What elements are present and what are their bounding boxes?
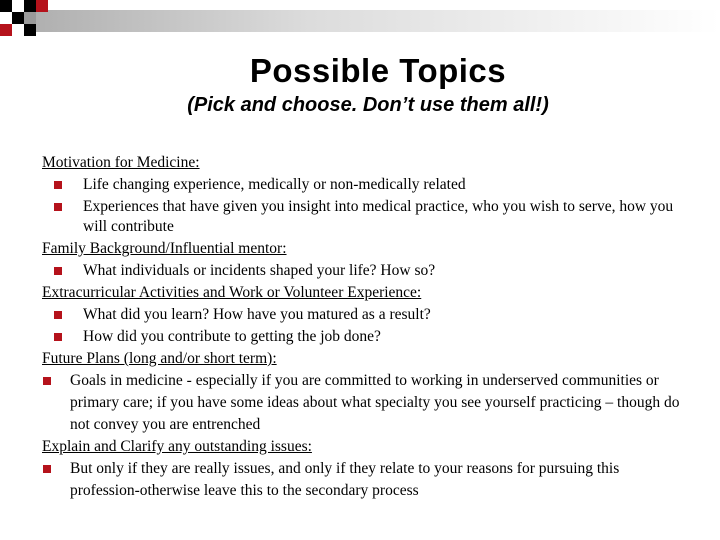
checker-square <box>12 12 24 24</box>
bullet-square-icon <box>54 311 62 319</box>
list-item-text: But only if they are really issues, and only if they relate to your reasons for pursuing this profession-otherwise leave this to the secondary process <box>70 460 620 499</box>
list-item-text: What did you learn? How have you matured as a result? <box>83 306 431 323</box>
checker-square <box>24 24 36 36</box>
topic-list <box>42 152 692 502</box>
header-decoration <box>0 0 720 40</box>
bullet-square-icon <box>54 333 62 341</box>
list-item <box>42 174 692 196</box>
section-heading: Motivation for Medicine: <box>42 154 200 171</box>
list-item <box>42 196 692 238</box>
checker-square <box>0 0 12 12</box>
list-item <box>42 304 692 326</box>
checker-square <box>0 24 12 36</box>
list-item <box>42 260 692 282</box>
checker-square <box>36 0 48 12</box>
slide-title: Possible Topics <box>249 52 507 89</box>
checker-square <box>24 12 36 24</box>
section-heading: Explain and Clarify any outstanding issues: <box>42 438 312 455</box>
list-item <box>42 326 692 348</box>
bullet-square-icon <box>43 377 51 385</box>
list-item-text: How did you contribute to getting the job done? <box>83 328 381 345</box>
list-item <box>42 370 692 436</box>
list-item-text: What individuals or incidents shaped your life? How so? <box>83 262 436 279</box>
list-item-text: Experiences that have given you insight into medical practice, who you wish to serve, how you will contribute <box>83 198 674 235</box>
section-heading: Family Background/Influential mentor: <box>42 240 287 257</box>
section-heading: Future Plans (long and/or short term): <box>42 350 277 367</box>
bullet-square-icon <box>54 267 62 275</box>
list-item-text: Life changing experience, medically or non-medically related <box>83 176 466 193</box>
section-heading: Extracurricular Activities and Work or Volunteer Experience: <box>42 284 422 301</box>
list-item-text: Goals in medicine - especially if you are committed to working in underserved communities or primary care; if you have some ideas about what specialty you see yourself practicing – though do not convey you are entrenched <box>70 372 680 433</box>
bullet-square-icon <box>54 181 62 189</box>
header-gradient-bar <box>36 10 720 32</box>
list-item <box>42 458 692 502</box>
slide-subtitle: (Pick and choose. Don’t use them all!) <box>187 94 549 116</box>
bullet-square-icon <box>43 465 51 473</box>
checker-square <box>24 0 36 12</box>
bullet-square-icon <box>54 203 62 211</box>
